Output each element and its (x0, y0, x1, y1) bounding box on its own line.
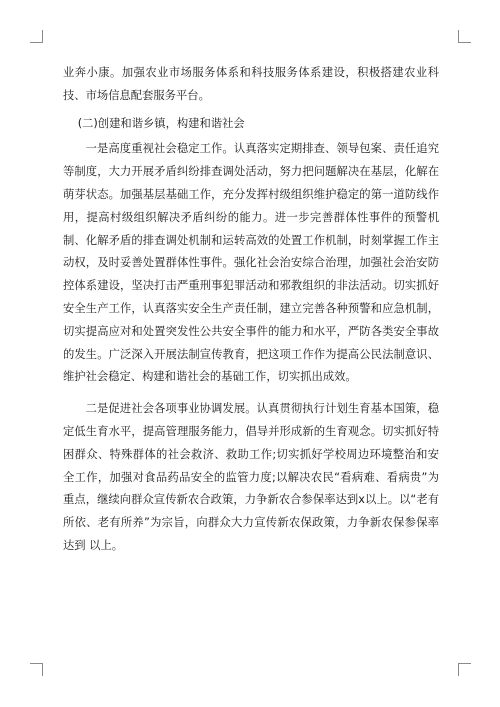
paragraph-continuation: 业奔小康。加强农业市场服务体系和科技服务体系建设，积极搭建农业科技、市场信息配套服务平台。 (63, 66, 439, 102)
document-body (63, 62, 439, 558)
section-heading: (二)创建和谐乡镇，构建和谐社会 (77, 116, 245, 130)
crop-mark-bottom-left (30, 663, 43, 676)
crop-mark-top-left (30, 30, 43, 43)
paragraph-social-stability: 一是高度重视社会稳定工作。认真落实定期排查、领导包案、责任追究等制度，大力开展矛盾纠纷排查调处活动，努力把问题解决在基层，化解在萌芽状态。加强基层基础工作，充分发挥村级组织维护稳定的第一道防线作用，提高村级组织解决矛盾纠纷的能力。进一步完善群体性事件的预警机制、化解矛盾的排查调处机制和运转高效的处置工作机制，时刻掌握工作主动权，及时妥善处置群体性事件。强化社会治安综合治理，加强社会治安防控体系建设，坚决打击严重刑事犯罪活动和邪教组织的非法活动。切实抓好安全生产工作，认真落实安全生产责任制，建立完善各种预警和应急机制，切实提高应对和处置突发性公共安全事件的能力和水平，严防各类安全事故的发生。广泛深入开展法制宣传教育，把这项工作作为提高公民法制意识、维护社会稳定、构建和谐社会的基础工作，切实抓出成效。 (63, 142, 439, 384)
crop-mark-top-right (458, 30, 471, 43)
paragraph-social-undertakings: 二是促进社会各项事业协调发展。认真贯彻执行计划生育基本国策，稳定低生育水平，提高管理服务能力，倡导并形成新的生育观念。切实抓好特困群众、特殊群体的社会救济、救助工作;切实抓好学校周边环境整治和安全工作，加强对食品药品安全的监管力度;以解决农民“看病难、看病贵”为重点，继续向群众宣传新农合政策，力争新农合参保率达到x以上。以“老有所依、老有所养”为宗旨，向群众大力宣传新农保政策，力争新农保参保率达到 以上。 (63, 402, 439, 552)
crop-mark-bottom-right (458, 663, 471, 676)
